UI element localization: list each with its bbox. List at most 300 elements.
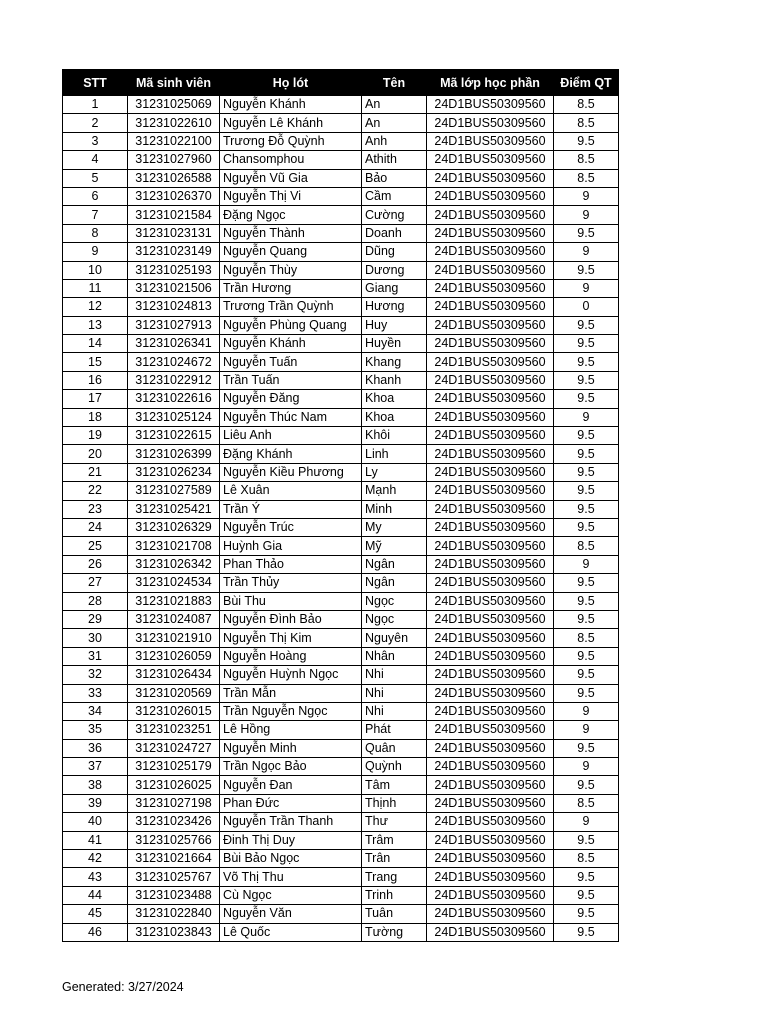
class-code-cell: 24D1BUS50309560 bbox=[427, 463, 554, 481]
class-code-cell: 24D1BUS50309560 bbox=[427, 445, 554, 463]
table-row bbox=[63, 923, 619, 941]
class-code-cell: 24D1BUS50309560 bbox=[427, 279, 554, 297]
table-row bbox=[63, 224, 619, 242]
first-name-cell: An bbox=[362, 114, 427, 132]
first-name-cell: Huyền bbox=[362, 335, 427, 353]
first-name-cell: Athith bbox=[362, 151, 427, 169]
last-middle-name-cell: Đinh Thị Duy bbox=[220, 831, 362, 849]
score-cell: 8.5 bbox=[554, 629, 619, 647]
stt-cell: 42 bbox=[63, 850, 128, 868]
student-id-cell: 31231022610 bbox=[128, 114, 220, 132]
score-cell: 9 bbox=[554, 243, 619, 261]
stt-cell: 25 bbox=[63, 537, 128, 555]
header-student-id: Mã sinh viên bbox=[128, 70, 220, 96]
student-id-cell: 31231022840 bbox=[128, 905, 220, 923]
class-code-cell: 24D1BUS50309560 bbox=[427, 298, 554, 316]
first-name-cell: Dũng bbox=[362, 243, 427, 261]
first-name-cell: Nhi bbox=[362, 684, 427, 702]
student-id-cell: 31231023149 bbox=[128, 243, 220, 261]
class-code-cell: 24D1BUS50309560 bbox=[427, 831, 554, 849]
first-name-cell: An bbox=[362, 96, 427, 114]
first-name-cell: Anh bbox=[362, 132, 427, 150]
table-row bbox=[63, 702, 619, 720]
last-middle-name-cell: Trần Ngọc Bảo bbox=[220, 758, 362, 776]
first-name-cell: Cầm bbox=[362, 187, 427, 205]
table-row bbox=[63, 592, 619, 610]
table-row bbox=[63, 96, 619, 114]
last-middle-name-cell: Trần Thủy bbox=[220, 574, 362, 592]
student-id-cell: 31231024813 bbox=[128, 298, 220, 316]
last-middle-name-cell: Trần Nguyễn Ngọc bbox=[220, 702, 362, 720]
last-middle-name-cell: Nguyễn Thúc Nam bbox=[220, 408, 362, 426]
stt-cell: 14 bbox=[63, 335, 128, 353]
student-id-cell: 31231027960 bbox=[128, 151, 220, 169]
score-cell: 8.5 bbox=[554, 169, 619, 187]
score-cell: 8.5 bbox=[554, 850, 619, 868]
class-code-cell: 24D1BUS50309560 bbox=[427, 132, 554, 150]
stt-cell: 29 bbox=[63, 610, 128, 628]
student-id-cell: 31231026370 bbox=[128, 187, 220, 205]
last-middle-name-cell: Trần Hương bbox=[220, 279, 362, 297]
score-cell: 9.5 bbox=[554, 427, 619, 445]
stt-cell: 35 bbox=[63, 721, 128, 739]
score-cell: 9.5 bbox=[554, 647, 619, 665]
first-name-cell: Ngân bbox=[362, 555, 427, 573]
score-cell: 9.5 bbox=[554, 610, 619, 628]
last-middle-name-cell: Phan Thảo bbox=[220, 555, 362, 573]
stt-cell: 39 bbox=[63, 794, 128, 812]
score-cell: 9.5 bbox=[554, 868, 619, 886]
stt-cell: 31 bbox=[63, 647, 128, 665]
header-class-code: Mã lớp học phần bbox=[427, 70, 554, 96]
class-code-cell: 24D1BUS50309560 bbox=[427, 850, 554, 868]
class-code-cell: 24D1BUS50309560 bbox=[427, 721, 554, 739]
score-cell: 9 bbox=[554, 721, 619, 739]
student-id-cell: 31231026399 bbox=[128, 445, 220, 463]
score-cell: 9.5 bbox=[554, 500, 619, 518]
stt-cell: 32 bbox=[63, 666, 128, 684]
table-row bbox=[63, 518, 619, 536]
score-cell: 9.5 bbox=[554, 482, 619, 500]
first-name-cell: Minh bbox=[362, 500, 427, 518]
class-code-cell: 24D1BUS50309560 bbox=[427, 758, 554, 776]
student-id-cell: 31231025069 bbox=[128, 96, 220, 114]
last-middle-name-cell: Đặng Khánh bbox=[220, 445, 362, 463]
last-middle-name-cell: Nguyễn Hoàng bbox=[220, 647, 362, 665]
student-id-cell: 31231024672 bbox=[128, 353, 220, 371]
score-cell: 9 bbox=[554, 758, 619, 776]
class-code-cell: 24D1BUS50309560 bbox=[427, 776, 554, 794]
first-name-cell: Hương bbox=[362, 298, 427, 316]
first-name-cell: Trang bbox=[362, 868, 427, 886]
class-code-cell: 24D1BUS50309560 bbox=[427, 610, 554, 628]
stt-cell: 12 bbox=[63, 298, 128, 316]
last-middle-name-cell: Nguyễn Minh bbox=[220, 739, 362, 757]
table-row bbox=[63, 279, 619, 297]
stt-cell: 4 bbox=[63, 151, 128, 169]
score-cell: 8.5 bbox=[554, 794, 619, 812]
class-code-cell: 24D1BUS50309560 bbox=[427, 187, 554, 205]
table-row bbox=[63, 721, 619, 739]
last-middle-name-cell: Đặng Ngọc bbox=[220, 206, 362, 224]
first-name-cell: Quân bbox=[362, 739, 427, 757]
stt-cell: 6 bbox=[63, 187, 128, 205]
table-row bbox=[63, 500, 619, 518]
table-row bbox=[63, 813, 619, 831]
score-cell: 9.5 bbox=[554, 831, 619, 849]
first-name-cell: Huy bbox=[362, 316, 427, 334]
first-name-cell: Khang bbox=[362, 353, 427, 371]
student-id-cell: 31231024534 bbox=[128, 574, 220, 592]
last-middle-name-cell: Cù Ngọc bbox=[220, 886, 362, 904]
table-row bbox=[63, 555, 619, 573]
table-row bbox=[63, 261, 619, 279]
student-id-cell: 31231025767 bbox=[128, 868, 220, 886]
table-row bbox=[63, 132, 619, 150]
stt-cell: 20 bbox=[63, 445, 128, 463]
stt-cell: 28 bbox=[63, 592, 128, 610]
header-score: Điểm QT bbox=[554, 70, 619, 96]
stt-cell: 11 bbox=[63, 279, 128, 297]
last-middle-name-cell: Phan Đức bbox=[220, 794, 362, 812]
last-middle-name-cell: Nguyễn Tuấn bbox=[220, 353, 362, 371]
stt-cell: 27 bbox=[63, 574, 128, 592]
last-middle-name-cell: Nguyễn Khánh bbox=[220, 96, 362, 114]
header-stt: STT bbox=[63, 70, 128, 96]
class-code-cell: 24D1BUS50309560 bbox=[427, 555, 554, 573]
first-name-cell: Trân bbox=[362, 850, 427, 868]
student-id-cell: 31231026588 bbox=[128, 169, 220, 187]
last-middle-name-cell: Nguyễn Quang bbox=[220, 243, 362, 261]
table-row bbox=[63, 353, 619, 371]
table-row bbox=[63, 868, 619, 886]
stt-cell: 26 bbox=[63, 555, 128, 573]
student-grade-table bbox=[62, 69, 619, 942]
table-row bbox=[63, 482, 619, 500]
score-cell: 9 bbox=[554, 187, 619, 205]
student-id-cell: 31231023426 bbox=[128, 813, 220, 831]
last-middle-name-cell: Nguyễn Đan bbox=[220, 776, 362, 794]
stt-cell: 45 bbox=[63, 905, 128, 923]
student-id-cell: 31231026329 bbox=[128, 518, 220, 536]
table-row bbox=[63, 243, 619, 261]
table-row bbox=[63, 187, 619, 205]
score-cell: 9.5 bbox=[554, 463, 619, 481]
first-name-cell: Nhân bbox=[362, 647, 427, 665]
first-name-cell: Thịnh bbox=[362, 794, 427, 812]
student-id-cell: 31231026234 bbox=[128, 463, 220, 481]
table-row bbox=[63, 850, 619, 868]
last-middle-name-cell: Nguyễn Vũ Gia bbox=[220, 169, 362, 187]
last-middle-name-cell: Nguyễn Trúc bbox=[220, 518, 362, 536]
score-cell: 9.5 bbox=[554, 224, 619, 242]
student-id-cell: 31231027589 bbox=[128, 482, 220, 500]
stt-cell: 22 bbox=[63, 482, 128, 500]
table-row bbox=[63, 666, 619, 684]
score-cell: 9 bbox=[554, 279, 619, 297]
score-cell: 9.5 bbox=[554, 886, 619, 904]
stt-cell: 17 bbox=[63, 390, 128, 408]
generated-date: Generated: 3/27/2024 bbox=[62, 980, 184, 994]
stt-cell: 46 bbox=[63, 923, 128, 941]
class-code-cell: 24D1BUS50309560 bbox=[427, 537, 554, 555]
table-row bbox=[63, 610, 619, 628]
student-id-cell: 31231021506 bbox=[128, 279, 220, 297]
table-row bbox=[63, 905, 619, 923]
class-code-cell: 24D1BUS50309560 bbox=[427, 151, 554, 169]
last-middle-name-cell: Nguyễn Đăng bbox=[220, 390, 362, 408]
stt-cell: 8 bbox=[63, 224, 128, 242]
score-cell: 8.5 bbox=[554, 537, 619, 555]
class-code-cell: 24D1BUS50309560 bbox=[427, 813, 554, 831]
stt-cell: 41 bbox=[63, 831, 128, 849]
last-middle-name-cell: Trần Mẫn bbox=[220, 684, 362, 702]
score-cell: 9.5 bbox=[554, 592, 619, 610]
student-id-cell: 31231025766 bbox=[128, 831, 220, 849]
table-row bbox=[63, 794, 619, 812]
first-name-cell: Tuân bbox=[362, 905, 427, 923]
table-row bbox=[63, 739, 619, 757]
student-id-cell: 31231026025 bbox=[128, 776, 220, 794]
first-name-cell: My bbox=[362, 518, 427, 536]
score-cell: 9.5 bbox=[554, 316, 619, 334]
student-id-cell: 31231022912 bbox=[128, 371, 220, 389]
table-body bbox=[63, 96, 619, 942]
student-id-cell: 31231023488 bbox=[128, 886, 220, 904]
student-id-cell: 31231025421 bbox=[128, 500, 220, 518]
stt-cell: 16 bbox=[63, 371, 128, 389]
student-id-cell: 31231026341 bbox=[128, 335, 220, 353]
class-code-cell: 24D1BUS50309560 bbox=[427, 518, 554, 536]
stt-cell: 2 bbox=[63, 114, 128, 132]
class-code-cell: 24D1BUS50309560 bbox=[427, 592, 554, 610]
student-id-cell: 31231027198 bbox=[128, 794, 220, 812]
stt-cell: 36 bbox=[63, 739, 128, 757]
score-cell: 9 bbox=[554, 206, 619, 224]
last-middle-name-cell: Nguyễn Phùng Quang bbox=[220, 316, 362, 334]
score-cell: 9 bbox=[554, 813, 619, 831]
stt-cell: 1 bbox=[63, 96, 128, 114]
table-row bbox=[63, 298, 619, 316]
last-middle-name-cell: Lê Xuân bbox=[220, 482, 362, 500]
stt-cell: 9 bbox=[63, 243, 128, 261]
first-name-cell: Nhi bbox=[362, 702, 427, 720]
last-middle-name-cell: Nguyễn Thị Vi bbox=[220, 187, 362, 205]
last-middle-name-cell: Huỳnh Gia bbox=[220, 537, 362, 555]
class-code-cell: 24D1BUS50309560 bbox=[427, 500, 554, 518]
score-cell: 9.5 bbox=[554, 371, 619, 389]
score-cell: 0 bbox=[554, 298, 619, 316]
stt-cell: 24 bbox=[63, 518, 128, 536]
first-name-cell: Nguyên bbox=[362, 629, 427, 647]
table-row bbox=[63, 390, 619, 408]
score-cell: 9.5 bbox=[554, 353, 619, 371]
last-middle-name-cell: Nguyễn Thị Kim bbox=[220, 629, 362, 647]
last-middle-name-cell: Lê Hồng bbox=[220, 721, 362, 739]
first-name-cell: Khoa bbox=[362, 408, 427, 426]
table-row bbox=[63, 114, 619, 132]
student-id-cell: 31231020569 bbox=[128, 684, 220, 702]
score-cell: 9 bbox=[554, 408, 619, 426]
score-cell: 9.5 bbox=[554, 335, 619, 353]
first-name-cell: Mỹ bbox=[362, 537, 427, 555]
student-id-cell: 31231025179 bbox=[128, 758, 220, 776]
score-cell: 8.5 bbox=[554, 96, 619, 114]
stt-cell: 38 bbox=[63, 776, 128, 794]
table-row bbox=[63, 427, 619, 445]
stt-cell: 37 bbox=[63, 758, 128, 776]
last-middle-name-cell: Nguyễn Văn bbox=[220, 905, 362, 923]
class-code-cell: 24D1BUS50309560 bbox=[427, 408, 554, 426]
student-id-cell: 31231021664 bbox=[128, 850, 220, 868]
first-name-cell: Khoa bbox=[362, 390, 427, 408]
score-cell: 9.5 bbox=[554, 776, 619, 794]
stt-cell: 3 bbox=[63, 132, 128, 150]
first-name-cell: Ngân bbox=[362, 574, 427, 592]
first-name-cell: Mạnh bbox=[362, 482, 427, 500]
student-id-cell: 31231026015 bbox=[128, 702, 220, 720]
class-code-cell: 24D1BUS50309560 bbox=[427, 371, 554, 389]
table-row bbox=[63, 831, 619, 849]
score-cell: 9.5 bbox=[554, 666, 619, 684]
class-code-cell: 24D1BUS50309560 bbox=[427, 96, 554, 114]
stt-cell: 44 bbox=[63, 886, 128, 904]
student-id-cell: 31231027913 bbox=[128, 316, 220, 334]
stt-cell: 40 bbox=[63, 813, 128, 831]
class-code-cell: 24D1BUS50309560 bbox=[427, 666, 554, 684]
score-cell: 9.5 bbox=[554, 445, 619, 463]
class-code-cell: 24D1BUS50309560 bbox=[427, 739, 554, 757]
table-row bbox=[63, 463, 619, 481]
first-name-cell: Linh bbox=[362, 445, 427, 463]
table-row bbox=[63, 316, 619, 334]
score-cell: 9.5 bbox=[554, 739, 619, 757]
class-code-cell: 24D1BUS50309560 bbox=[427, 886, 554, 904]
class-code-cell: 24D1BUS50309560 bbox=[427, 629, 554, 647]
last-middle-name-cell: Nguyễn Khánh bbox=[220, 335, 362, 353]
stt-cell: 10 bbox=[63, 261, 128, 279]
stt-cell: 5 bbox=[63, 169, 128, 187]
class-code-cell: 24D1BUS50309560 bbox=[427, 574, 554, 592]
score-cell: 9 bbox=[554, 702, 619, 720]
table-row bbox=[63, 776, 619, 794]
table-row bbox=[63, 574, 619, 592]
stt-cell: 21 bbox=[63, 463, 128, 481]
student-id-cell: 31231022100 bbox=[128, 132, 220, 150]
class-code-cell: 24D1BUS50309560 bbox=[427, 169, 554, 187]
student-id-cell: 31231021883 bbox=[128, 592, 220, 610]
first-name-cell: Thư bbox=[362, 813, 427, 831]
score-cell: 9.5 bbox=[554, 132, 619, 150]
class-code-cell: 24D1BUS50309560 bbox=[427, 390, 554, 408]
table-row bbox=[63, 408, 619, 426]
stt-cell: 15 bbox=[63, 353, 128, 371]
student-id-cell: 31231021584 bbox=[128, 206, 220, 224]
student-id-cell: 31231022615 bbox=[128, 427, 220, 445]
last-middle-name-cell: Nguyễn Huỳnh Ngọc bbox=[220, 666, 362, 684]
stt-cell: 13 bbox=[63, 316, 128, 334]
class-code-cell: 24D1BUS50309560 bbox=[427, 702, 554, 720]
last-middle-name-cell: Trương Đỗ Quỳnh bbox=[220, 132, 362, 150]
class-code-cell: 24D1BUS50309560 bbox=[427, 647, 554, 665]
first-name-cell: Ngọc bbox=[362, 610, 427, 628]
class-code-cell: 24D1BUS50309560 bbox=[427, 243, 554, 261]
student-id-cell: 31231021708 bbox=[128, 537, 220, 555]
last-middle-name-cell: Bùi Bảo Ngọc bbox=[220, 850, 362, 868]
first-name-cell: Nhi bbox=[362, 666, 427, 684]
stt-cell: 18 bbox=[63, 408, 128, 426]
last-middle-name-cell: Nguyễn Thành bbox=[220, 224, 362, 242]
last-middle-name-cell: Nguyễn Trần Thanh bbox=[220, 813, 362, 831]
table-row bbox=[63, 629, 619, 647]
last-middle-name-cell: Nguyễn Lê Khánh bbox=[220, 114, 362, 132]
table-row bbox=[63, 445, 619, 463]
header-last-middle-name: Họ lót bbox=[220, 70, 362, 96]
score-cell: 9.5 bbox=[554, 261, 619, 279]
class-code-cell: 24D1BUS50309560 bbox=[427, 206, 554, 224]
first-name-cell: Quỳnh bbox=[362, 758, 427, 776]
student-id-cell: 31231024727 bbox=[128, 739, 220, 757]
student-id-cell: 31231025124 bbox=[128, 408, 220, 426]
first-name-cell: Phát bbox=[362, 721, 427, 739]
student-id-cell: 31231023131 bbox=[128, 224, 220, 242]
student-id-cell: 31231023251 bbox=[128, 721, 220, 739]
class-code-cell: 24D1BUS50309560 bbox=[427, 335, 554, 353]
last-middle-name-cell: Nguyễn Thùy bbox=[220, 261, 362, 279]
last-middle-name-cell: Trương Trần Quỳnh bbox=[220, 298, 362, 316]
last-middle-name-cell: Nguyễn Kiều Phương bbox=[220, 463, 362, 481]
last-middle-name-cell: Liêu Anh bbox=[220, 427, 362, 445]
last-middle-name-cell: Trần Ý bbox=[220, 500, 362, 518]
score-cell: 9.5 bbox=[554, 684, 619, 702]
stt-cell: 33 bbox=[63, 684, 128, 702]
class-code-cell: 24D1BUS50309560 bbox=[427, 794, 554, 812]
first-name-cell: Doanh bbox=[362, 224, 427, 242]
class-code-cell: 24D1BUS50309560 bbox=[427, 114, 554, 132]
score-cell: 8.5 bbox=[554, 151, 619, 169]
stt-cell: 34 bbox=[63, 702, 128, 720]
header-first-name: Tên bbox=[362, 70, 427, 96]
table-row bbox=[63, 206, 619, 224]
class-code-cell: 24D1BUS50309560 bbox=[427, 224, 554, 242]
stt-cell: 30 bbox=[63, 629, 128, 647]
last-middle-name-cell: Võ Thị Thu bbox=[220, 868, 362, 886]
student-id-cell: 31231026342 bbox=[128, 555, 220, 573]
table-row bbox=[63, 758, 619, 776]
class-code-cell: 24D1BUS50309560 bbox=[427, 427, 554, 445]
score-cell: 9.5 bbox=[554, 905, 619, 923]
student-id-cell: 31231025193 bbox=[128, 261, 220, 279]
student-id-cell: 31231024087 bbox=[128, 610, 220, 628]
student-id-cell: 31231023843 bbox=[128, 923, 220, 941]
score-cell: 9.5 bbox=[554, 574, 619, 592]
table-header-row bbox=[63, 70, 619, 96]
class-code-cell: 24D1BUS50309560 bbox=[427, 482, 554, 500]
first-name-cell: Khanh bbox=[362, 371, 427, 389]
first-name-cell: Cường bbox=[362, 206, 427, 224]
table-row bbox=[63, 647, 619, 665]
student-id-cell: 31231021910 bbox=[128, 629, 220, 647]
first-name-cell: Trâm bbox=[362, 831, 427, 849]
table-row bbox=[63, 335, 619, 353]
stt-cell: 19 bbox=[63, 427, 128, 445]
first-name-cell: Tường bbox=[362, 923, 427, 941]
first-name-cell: Tâm bbox=[362, 776, 427, 794]
student-id-cell: 31231022616 bbox=[128, 390, 220, 408]
first-name-cell: Giang bbox=[362, 279, 427, 297]
score-cell: 9.5 bbox=[554, 518, 619, 536]
stt-cell: 43 bbox=[63, 868, 128, 886]
